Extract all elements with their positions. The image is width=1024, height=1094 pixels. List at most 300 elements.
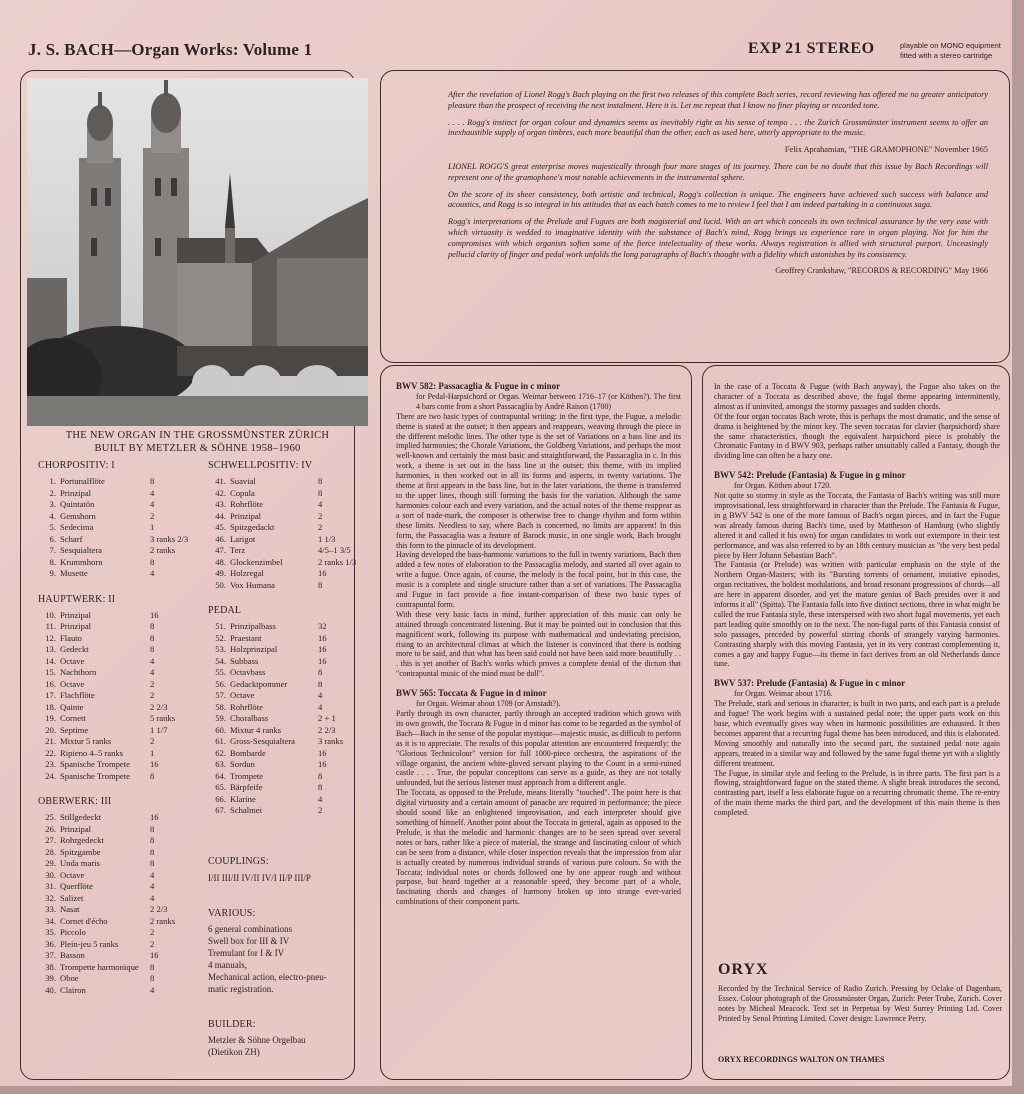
stop-number: 35. xyxy=(45,927,56,937)
stop-pitch: 16 xyxy=(318,644,327,654)
stop-name: Subbass xyxy=(230,655,259,666)
stop-number: 63. xyxy=(215,759,226,769)
hauptwerk-stop xyxy=(38,713,86,724)
bwv565-para-1: Partly through its own character, partly through an accepted tradition which grows with its own growth, the Toccata & Fugue in d minor has come to be regarded as the symbol of Bach—Bach in the sense of the popular mystique—majestic music, as difficult to perform as it is to appreciate. The results of this popular attention are encountered frequently; the "Glorious Technicolour" version for full 1000-piece orchestra, the aspirations of the village organist, the ancient white-gloved servant playing to the Count in a semi-ruined castle . . . . True, the popular conceptions can serve as a guide, as they are not totally unfounded, but the serious listener must approach from a different angle. xyxy=(396,709,681,788)
stop-name: Sesquialtera xyxy=(60,545,102,555)
stop-pitch: 16 xyxy=(150,950,159,960)
stop-number: 56. xyxy=(215,678,226,689)
stop-name: Holzprinzipal xyxy=(230,644,278,654)
chorpositiv-title: CHORPOSITIV: I xyxy=(38,460,115,471)
playback-note: playable on MONO equipment fitted with a stereo cartridge xyxy=(900,41,1001,60)
stop-pitch: 8 xyxy=(150,846,155,857)
stop-number: 31. xyxy=(45,881,56,891)
stop-pitch: 2 xyxy=(318,510,323,521)
stop-name: Querflöte xyxy=(60,881,93,891)
stop-name: Octave xyxy=(230,690,255,700)
stop-name: Gemshorn xyxy=(60,510,96,521)
stop-name: Terz xyxy=(230,545,246,555)
review-para-5: Rogg's interpretations of the Prelude and Fugues are both magisterial and lucid. With an art which conceals its own technical assurance by the very ease with which virtuosity is wedded to imaginative identity with the substance of Bach's mind, Rogg brings us experience rare in organ playing. Not for him the compromises with which organists soften some of the fierce intelectuality of these works. Always registration is allied with structural purport. Unceasingly pellucid clarity of finger and pedal work unfolds the long paragraphs of Bach's thought with a fidelity which astonishes by its consistency. xyxy=(448,217,988,259)
chorpositiv-stop xyxy=(38,499,94,510)
stop-number: 45. xyxy=(215,522,226,532)
oberwerk-stop xyxy=(38,893,83,904)
stop-name: Octave xyxy=(60,869,85,880)
stop-name: Quintatön xyxy=(60,499,95,509)
stop-name: Rohrgedeckt xyxy=(60,835,104,845)
stop-pitch: 4/5–1 3/5 xyxy=(318,545,351,555)
stop-name: Krummhorn xyxy=(60,556,103,567)
stop-number: 22. xyxy=(45,747,56,758)
stop-number: 51. xyxy=(215,621,226,631)
stop-number: 36. xyxy=(45,938,56,949)
bwv582-para-2: Having developed the bass-harmonic variations to the full in twenty variations, Bach then added a few notes of elaboration to the Passacaglia melody, and started all over again to write a fugue. Once again, of course, the melody is the focal point, but in this case, the music is a complete and single structure rather than a set of variations. The Passacaglia and Fugue in fact provide a fine instant-comparison of these two basic types of contrapuntal form. xyxy=(396,550,681,609)
review-para-2: . . . . Rogg's instinct for organ colour and dynamics seems as inevitably right as his sense of tempo . . . the Zurich Grossmünster instrument seems to offer an inexhaustible supply of organ timbres, each more beautiful than the other, each as used here, utterly appropriate to the music. xyxy=(448,117,988,138)
oberwerk-stop xyxy=(38,985,86,996)
stop-name: Cornett xyxy=(60,713,86,723)
stop-name: Octave xyxy=(60,655,85,666)
stop-name: Unda maris xyxy=(60,858,100,868)
stop-number: 64. xyxy=(215,770,226,781)
stop-number: 11. xyxy=(45,621,56,631)
church-photo-image xyxy=(27,78,368,426)
oberwerk-title: OBERWERK: III xyxy=(38,796,112,807)
pedal-stop xyxy=(208,667,265,678)
stop-number: 16. xyxy=(45,678,56,689)
stop-name: Scharf xyxy=(60,533,83,544)
stop-number: 28. xyxy=(45,846,56,857)
pedal-stop xyxy=(208,702,263,713)
stop-pitch: 1 xyxy=(150,522,155,532)
stop-name: Rohrflöte xyxy=(230,499,263,509)
hauptwerk-stop xyxy=(38,736,111,747)
stop-number: 8. xyxy=(49,556,56,567)
stop-number: 67. xyxy=(215,805,226,815)
stop-pitch: 16 xyxy=(318,655,327,666)
stop-name: Octave xyxy=(60,678,85,689)
bwv537-para-2: The Fugue, in similar style and feeling to the Prelude, is in three parts. The first part is a flowing, straightforward fugue on the stated theme. A slight break introduces the second, contrasting part, itself a less elaborate fugue on a recurring chromatic theme. The re-entry of the main theme marks the third part, and the development of this main theme is then completed. xyxy=(714,768,1000,818)
stop-pitch: 2 ranks xyxy=(150,915,176,926)
stop-name: Vox Humana xyxy=(230,579,275,590)
chorpositiv-stop xyxy=(38,522,93,533)
label-footer: ORYX RECORDINGS WALTON ON THAMES xyxy=(718,1055,885,1064)
stop-pitch: 8 xyxy=(318,770,323,781)
stop-pitch: 8 xyxy=(150,632,155,643)
stop-number: 41. xyxy=(215,476,226,486)
stop-name: Choralbass xyxy=(230,713,269,723)
stop-pitch: 1 xyxy=(150,747,155,758)
stop-name: Spanische Trompete xyxy=(60,759,130,769)
couplings-list: I/II III/II IV/II IV/I II/P III/P xyxy=(208,873,311,883)
schwellpositiv-stop xyxy=(208,499,263,510)
stop-pitch: 8 xyxy=(318,487,323,498)
stop-name: Piccolo xyxy=(60,927,86,937)
bwv537-para-1: The Prelude, stark and serious in character, is built in two parts, and each part is a prelude and fugue! The work begins with a sustained pedal note; the upper parts work on this base, which eventually gives way when its harmonic possibilities are exhausted. It then becomes apparent that a recurring fugal theme has been introduced, and this is elaborated. Moving smoothly and naturally into the second part, the sustained pedal note again appears, treated in a similar way and followed by the same fugal theme yet with a slightly different treatment. xyxy=(714,699,1000,768)
pedal-stop xyxy=(208,690,254,701)
stop-number: 19. xyxy=(45,713,56,723)
stop-number: 15. xyxy=(45,667,56,677)
bwv542-subheading: for Organ. Köthen about 1720. xyxy=(734,481,832,491)
chorpositiv-stop xyxy=(38,534,82,545)
bwv565-subheading: for Organ. Weimar about 1709 (or Arnstadt?). xyxy=(416,699,561,709)
oberwerk-stop xyxy=(38,904,80,915)
stop-number: 18. xyxy=(45,701,56,712)
stop-pitch: 2 xyxy=(150,736,155,746)
stop-name: Prinzipal xyxy=(60,621,92,631)
stop-name: Holzregal xyxy=(230,568,264,578)
photo-caption-line-2: BUILT BY METZLER & SÖHNE 1958–1960 xyxy=(94,443,301,454)
hauptwerk-stop xyxy=(38,679,84,690)
various-item: Tremulant for I & IV xyxy=(208,948,285,958)
oberwerk-stop xyxy=(38,973,79,984)
schwellpositiv-stop xyxy=(208,476,256,487)
stop-name: Prinzipal xyxy=(230,510,262,521)
stop-pitch: 4 xyxy=(150,568,155,578)
stop-number: 25. xyxy=(45,812,56,822)
stop-pitch: 2 2/3 xyxy=(150,904,168,914)
pedal-stop xyxy=(208,621,276,632)
stop-name: Quinte xyxy=(60,701,84,712)
bwv582-para-3: With these very basic facts in mind, further appreciation of this music can only be attained through concentrated listening. But it may be pointed out in conclusion that this magnificent work, following its purpose with mathematical and undeviating precision, rising to an architectural climax at which the listener is convinced that there is nothing more to be said, and that what has been said could not have been said more beautifully . . . this is yet another of Bach's works which proves a complete denial of the dictum that "contrapuntal music of the mind must be dull". xyxy=(396,609,681,679)
oryx-label-logo: ORYX xyxy=(718,961,769,978)
bwv542-heading: BWV 542: Prelude (Fantasia) & Fugue in g minor xyxy=(714,470,906,481)
notes-right-text xyxy=(714,382,1000,818)
stop-name: Clairon xyxy=(60,984,86,995)
stop-pitch: 4 xyxy=(150,984,155,995)
stop-pitch: 8 xyxy=(150,858,155,868)
stop-name: Copula xyxy=(230,487,255,498)
stop-name: Prinzipal xyxy=(60,487,92,498)
bwv542-para-1: Not quite so stormy in style as the Toccata, the Fantasia of Bach's writing was still more improvisational, less straightforward in character than the Prelude. The Fantasia & Fugue, in g BWV 542 is one of the more famous of Bach's organ pieces, and in fact the Fugue was already famous during Bach's time, used by Mattheson of Hamburg (who slightly altered it and called it his own) for organ candidates to work out extempore in their test performance, and was also referred to by an 18th century musician as "the very best pedal piece by Herr Johann Sebastian Bach". xyxy=(714,491,1000,560)
stop-pitch: 8 xyxy=(150,621,155,631)
stop-number: 17. xyxy=(45,690,56,700)
oberwerk-stop xyxy=(38,939,118,950)
stop-name: Trompete xyxy=(230,770,264,781)
stop-number: 43. xyxy=(215,499,226,509)
schwellpositiv-stop xyxy=(208,511,261,522)
stop-pitch: 2 xyxy=(150,678,155,689)
stop-number: 57. xyxy=(215,690,226,700)
grossmuenster-photo xyxy=(27,78,368,426)
bwv582-para-1: There are two basic types of contrapuntal writing: in the first type, the Fugue, a melodic theme is stated at the outset; it then appears and reappears, weaving through the piece in the different melodic lines. The other type is the set of Variations on a bass line and its implied harmonies; the Chorale Variations, the Goldberg Variations, and perhaps the most well-known and certainly the most basic and straightforward, the Passacaglia in c. In this work, a theme is set out in the bass line at the outset; this theme, with its implied harmonies, is then worked out in all its forms and aspects, in twenty variations. The theme at first appears in the bass line, but in the later variations, the theme is transferred to the upper lines, though still forming the basis for the variation. Although the same harmonies colour each and every variation, and the actual notes of the theme reappear as a sort of trade-mark, the composer is otherwise free to change rhythm and form within these limits. Needless to say, where Bach is concerned, no limits are apparent! In this form, the Passacaglia was a feature of Barock music, in one single work, Bach brought this form to the pinnacle of its development. xyxy=(396,411,681,550)
stop-name: Larigot xyxy=(230,533,256,544)
oberwerk-stop xyxy=(38,881,93,892)
pedal-stop xyxy=(208,713,268,724)
stop-number: 12. xyxy=(45,632,56,643)
schwellpositiv-stop xyxy=(208,545,245,556)
stop-number: 24. xyxy=(45,770,56,781)
stop-name: Suavial xyxy=(230,476,256,486)
oberwerk-stop xyxy=(38,950,85,961)
various-title: VARIOUS: xyxy=(208,908,256,919)
stop-number: 32. xyxy=(45,892,56,903)
stop-pitch: 4 xyxy=(150,881,155,891)
stop-number: 3. xyxy=(49,499,56,509)
stop-pitch: 8 xyxy=(150,476,155,486)
various-item: Swell box for III & IV xyxy=(208,936,290,946)
stop-number: 55. xyxy=(215,667,226,677)
stop-pitch: 1 1/3 xyxy=(318,533,336,544)
stop-pitch: 2 xyxy=(318,805,323,815)
stop-number: 5. xyxy=(49,522,56,532)
stop-pitch: 16 xyxy=(150,759,159,769)
oberwerk-stop xyxy=(38,916,108,927)
stop-pitch: 2 xyxy=(150,510,155,521)
oberwerk-stop xyxy=(38,835,104,846)
notes-middle-text xyxy=(396,382,681,907)
stop-name: Glockenzimbel xyxy=(230,556,283,567)
stop-pitch: 3 ranks 2/3 xyxy=(150,533,189,544)
oberwerk-stop xyxy=(38,962,139,973)
oberwerk-stop xyxy=(38,812,101,823)
stop-pitch: 32 xyxy=(318,621,327,631)
stop-name: Klarine xyxy=(230,793,256,804)
stop-name: Rohrflöte xyxy=(230,701,263,712)
review-para-1: After the revelation of Lionel Rogg's Bach playing on the first two releases of this complete Bach series, record reviewing has offered me no greater anticipatory pleasure than the prospect of receiving the next instalment. Here it is. Let me repeat that I know no finer playing or recorded tone. xyxy=(448,90,988,110)
credits-text: Recorded by the Technical Service of Radio Zurich. Pressing by Oclake of Dagenham, Essex. Colour photograph of the Grossmünster Organ, Zurich: Peter Trube, Zurich. Cover notes by Micheal Meacock. Text set in Perpetua by West Surrey Printing Ltd. Cover Printed by Senol Printing Limited. Cover design: Lawrence Perry. xyxy=(718,984,1002,1023)
stop-pitch: 16 xyxy=(150,609,159,620)
stop-pitch: 16 xyxy=(150,812,159,822)
stop-name: Schalmei xyxy=(230,805,262,815)
catalog-number: EXP 21 STEREO xyxy=(748,40,875,57)
stop-number: 39. xyxy=(45,973,56,983)
stop-name: Mixtur 4 ranks xyxy=(230,724,282,735)
chorpositiv-stop xyxy=(38,476,105,487)
pedal-stop xyxy=(208,644,277,655)
bwv537-heading: BWV 537: Prelude (Fantasia) & Fugue in c minor xyxy=(714,678,906,689)
schwellpositiv-title: SCHWELLPOSITIV: IV xyxy=(208,460,313,471)
stop-name: Basson xyxy=(60,950,85,960)
stop-name: Nasat xyxy=(60,904,80,914)
couplings-title: COUPLINGS: xyxy=(208,856,269,867)
stop-pitch: 8 xyxy=(150,835,155,845)
oberwerk-stop xyxy=(38,824,91,835)
sleeve-edge-bottom xyxy=(0,1086,1024,1094)
stop-number: 40. xyxy=(45,984,56,995)
review-para-3: LIONEL ROGG'S great enterprise moves majestically through four more stages of its journey. There can be no doubt that this issue by Bach Recordings will represent one of the gramophone's most notable achievements in the instrumental sphere. xyxy=(448,161,988,182)
stop-pitch: 16 xyxy=(318,759,327,769)
stop-name: Flachflöte xyxy=(60,690,95,700)
hauptwerk-stop xyxy=(38,702,83,713)
stop-number: 1. xyxy=(49,476,56,486)
stop-number: 58. xyxy=(215,701,226,712)
stop-pitch: 8 xyxy=(150,556,155,567)
stop-number: 26. xyxy=(45,823,56,834)
stop-pitch: 4 xyxy=(318,690,323,700)
stop-name: Plein-jeu 5 ranks xyxy=(60,938,119,949)
stop-pitch: 2 2/3 xyxy=(150,701,168,712)
stop-name: Nachthorn xyxy=(60,667,97,677)
hauptwerk-stop xyxy=(38,610,91,621)
bwv565-heading: BWV 565: Toccata & Fugue in d minor xyxy=(396,688,547,699)
hauptwerk-stop xyxy=(38,667,96,678)
chorpositiv-stop xyxy=(38,488,91,499)
stop-number: 2. xyxy=(49,487,56,498)
review-signature-2: Geoffrey Crankshaw, "RECORDS & RECORDING" May 1966 xyxy=(775,266,988,276)
stop-name: Prinzipal xyxy=(60,823,92,834)
stop-number: 44. xyxy=(215,510,226,521)
stop-number: 7. xyxy=(49,545,56,555)
stop-name: Gedeckt xyxy=(60,644,89,654)
photo-caption-line-1: THE NEW ORGAN IN THE GROSSMÜNSTER ZÜRICH xyxy=(65,430,330,441)
stop-number: 9. xyxy=(49,568,56,578)
hauptwerk-stop xyxy=(38,748,123,759)
stop-number: 50. xyxy=(215,579,226,590)
pedal-title: PEDAL xyxy=(208,605,242,616)
stop-pitch: 4 xyxy=(150,667,155,677)
stop-name: Spanische Trompete xyxy=(60,770,130,781)
chorpositiv-stop xyxy=(38,568,88,579)
bwv565-para-3: In the case of a Toccata & Fugue (with Bach anyway), the Fugue also takes on the character of a Toccata as described above, the fugal theme appearing intermittently, almost as if uninvited, amongst the stormy passages and sudden chords. xyxy=(714,382,1000,411)
stop-pitch: 5 ranks xyxy=(150,713,176,723)
stop-pitch: 4 xyxy=(150,655,155,666)
pedal-stop xyxy=(208,656,258,667)
stop-name: Prinzipal xyxy=(60,609,92,620)
stop-pitch: 2 ranks 1/3 xyxy=(318,556,357,567)
stop-name: Spitzgambe xyxy=(60,846,101,857)
stop-number: 37. xyxy=(45,950,56,960)
pedal-stop xyxy=(208,771,263,782)
stop-pitch: 4 xyxy=(150,487,155,498)
schwellpositiv-stop xyxy=(208,580,275,591)
stop-number: 23. xyxy=(45,759,56,769)
stop-number: 61. xyxy=(215,736,226,746)
stop-pitch: 4 xyxy=(150,892,155,903)
stop-number: 38. xyxy=(45,961,56,972)
hauptwerk-stop xyxy=(38,656,84,667)
stop-number: 62. xyxy=(215,747,226,758)
stop-number: 10. xyxy=(45,609,56,620)
stop-name: Oboe xyxy=(60,973,79,983)
schwellpositiv-stop xyxy=(208,522,274,533)
chorpositiv-stop xyxy=(38,511,96,522)
review-signature-1: Felix Aprahamian, "THE GRAMOPHONE" November 1965 xyxy=(784,145,988,155)
stop-pitch: 2 xyxy=(150,938,155,949)
oberwerk-stop xyxy=(38,847,101,858)
stop-pitch: 2 + 1 xyxy=(318,713,336,723)
stop-pitch: 4 xyxy=(318,793,323,804)
stop-number: 30. xyxy=(45,869,56,880)
various-item: 6 general combinations xyxy=(208,924,292,934)
hauptwerk-stop xyxy=(38,621,91,632)
stop-name: Portunalflöte xyxy=(60,476,105,486)
stop-number: 21. xyxy=(45,736,56,746)
stop-name: Gedacktpommer xyxy=(230,678,288,689)
stop-pitch: 3 ranks xyxy=(318,736,344,746)
pedal-stop xyxy=(208,633,262,644)
stop-pitch: 16 xyxy=(318,568,327,578)
various-item: 4 manuals, xyxy=(208,960,247,970)
stop-number: 52. xyxy=(215,632,226,643)
stop-name: Bärpfeife xyxy=(230,782,263,792)
pedal-stop xyxy=(208,805,262,816)
stop-pitch: 8 xyxy=(150,973,155,983)
stop-pitch: 2 xyxy=(150,690,155,700)
hauptwerk-stop xyxy=(38,690,95,701)
stop-number: 46. xyxy=(215,533,226,544)
stop-name: Cornet d'écho xyxy=(60,915,108,926)
oberwerk-stop xyxy=(38,927,86,938)
bwv565-para-2: The Toccata, as opposed to the Prelude, means literally "touched". The point here is that digital virtuosity and a certain amount of panache are required in performance; the piece should sound like an enlightened improvisation, and each interpreter should give something of himself. Another point about the Toccata in general, again as opposed to the Prelude, is that the melodic and harmonic changes are to be seen spread over several notes or bars, rather like a piece of material, the strange and fascinating colour of which can be seen from a distance, while closer inspection reveals that the impression from afar is actually created by numerous individual strands of various pure colours. So with the Toccata; individual notes or chords followed one by one appear rough and without purpose, but heard together at a reasonable speed, they become part of a whole, fascinating chords and changes of harmony broken up into strange ever-varied combinations of their component parts. xyxy=(396,788,681,907)
builder-item: Metzler & Söhne Orgelbau xyxy=(208,1035,306,1045)
stop-number: 34. xyxy=(45,915,56,926)
hauptwerk-title: HAUPTWERK: II xyxy=(38,593,116,605)
stop-number: 4. xyxy=(49,510,56,521)
various-item: matic registration. xyxy=(208,984,274,994)
stop-name: Mixtur 5 ranks xyxy=(60,736,112,746)
stop-pitch: 16 xyxy=(318,747,327,758)
stop-pitch: 2 ranks xyxy=(150,545,176,555)
pedal-stop xyxy=(208,725,281,736)
stop-number: 33. xyxy=(45,904,56,914)
stop-name: Trompette harmonique xyxy=(60,961,139,972)
review-para-4: On the score of its sheer consistency, both artistic and technical, Rogg's collection is unique. The engineers have achieved such success with balance and acoustics, and Rogg is so integral in his attitudes that as each batch comes to me to review I feel that I am indeed partaking in a continuous saga. xyxy=(448,189,988,210)
stop-number: 65. xyxy=(215,782,226,792)
stop-number: 13. xyxy=(45,644,56,654)
bwv537-subheading: for Organ. Weimar about 1716. xyxy=(734,689,833,699)
stop-pitch: 8 xyxy=(150,644,155,654)
bwv565-para-4: Of the four organ toccatas Bach wrote, this is perhaps the most dramatic, and the sense of drama is heightened by the minor key. The seven toccatas for clavier (harpsichord) share the same characteristics, though the equivalent harpsichord piece is probably the Chromatic Fantasy in d BWV 903, perhaps rather unsuitably called a Fantasy, though the dividing line can often be a hazy one. xyxy=(714,411,1000,461)
hauptwerk-stop xyxy=(38,644,89,655)
hauptwerk-stop xyxy=(38,633,82,644)
stop-number: 66. xyxy=(215,793,226,804)
stop-pitch: 4 xyxy=(318,701,323,712)
stop-number: 54. xyxy=(215,655,226,666)
stop-number: 53. xyxy=(215,644,226,654)
hauptwerk-stop xyxy=(38,771,130,782)
hauptwerk-stop xyxy=(38,725,88,736)
reviews-text xyxy=(448,90,988,283)
stop-pitch: 8 xyxy=(318,678,323,689)
stop-name: Prinzipalbass xyxy=(230,621,276,631)
pedal-stop xyxy=(208,794,256,805)
stop-pitch: 2 2/3 xyxy=(318,724,336,735)
stop-pitch: 8 xyxy=(318,579,323,590)
oberwerk-stop xyxy=(38,858,100,869)
stop-pitch: 4 xyxy=(150,499,155,509)
stop-pitch: 2 xyxy=(150,927,155,937)
stop-number: 60. xyxy=(215,724,226,735)
stop-number: 42. xyxy=(215,487,226,498)
stop-name: Ripieno 4–5 ranks xyxy=(60,747,124,758)
pedal-stop xyxy=(208,748,266,759)
oberwerk-stop xyxy=(38,870,84,881)
bwv542-para-2: The Fantasia (or Prelude) was written with particular emphasis on the style of the Northern Organ-Masters; with its "Bursting torrents of ornament, imitative episodes, organ recitatives, the boldest modulations, and broad resonant progressions of chords—all are here in apparent disorder, and yet the mature genius of Bach presides over it and informs it all" (Spitta). The Fantasia falls into five distinct sections, three in what might be called the true Fantasia style, these interspersed with two short fugal movements, yet each part leading quite smoothly on to the next. The non-fugal parts of this Fantasia consist of solo passages, preceded by powerful stirring chords of strangely varying harmonies. Contrasting sharply with this moving Fantasia, yet in its very contrast complementing it, comes a gay and happy Fugue—its theme in fact derives from an old Netherlands dance tune. xyxy=(714,560,1000,669)
stop-number: 59. xyxy=(215,713,226,723)
stop-name: Octavbass xyxy=(230,667,266,677)
sleeve-edge-right xyxy=(1012,0,1024,1094)
stop-number: 47. xyxy=(215,545,226,555)
stop-pitch: 8 xyxy=(318,782,323,792)
chorpositiv-stop xyxy=(38,545,102,556)
various-item: Mechanical action, electro-pneu- xyxy=(208,972,327,982)
stop-number: 48. xyxy=(215,556,226,567)
stop-pitch: 4 xyxy=(150,869,155,880)
stop-pitch: 8 xyxy=(318,476,323,486)
stop-pitch: 8 xyxy=(150,961,155,972)
stop-number: 14. xyxy=(45,655,56,666)
stop-number: 29. xyxy=(45,858,56,868)
bwv582-heading: BWV 582: Passacaglia & Fugue in c minor xyxy=(396,381,561,391)
photo-caption xyxy=(27,429,368,455)
stop-number: 49. xyxy=(215,568,226,578)
stop-name: Spitzgedackt xyxy=(230,522,275,532)
stop-pitch: 4 xyxy=(318,499,323,509)
chorpositiv-stop xyxy=(38,557,103,568)
schwellpositiv-stop xyxy=(208,557,283,568)
stop-pitch: 8 xyxy=(318,667,323,677)
stop-number: 6. xyxy=(49,533,56,544)
stop-name: Stillgedeckt xyxy=(60,812,102,822)
pedal-stop xyxy=(208,679,287,690)
